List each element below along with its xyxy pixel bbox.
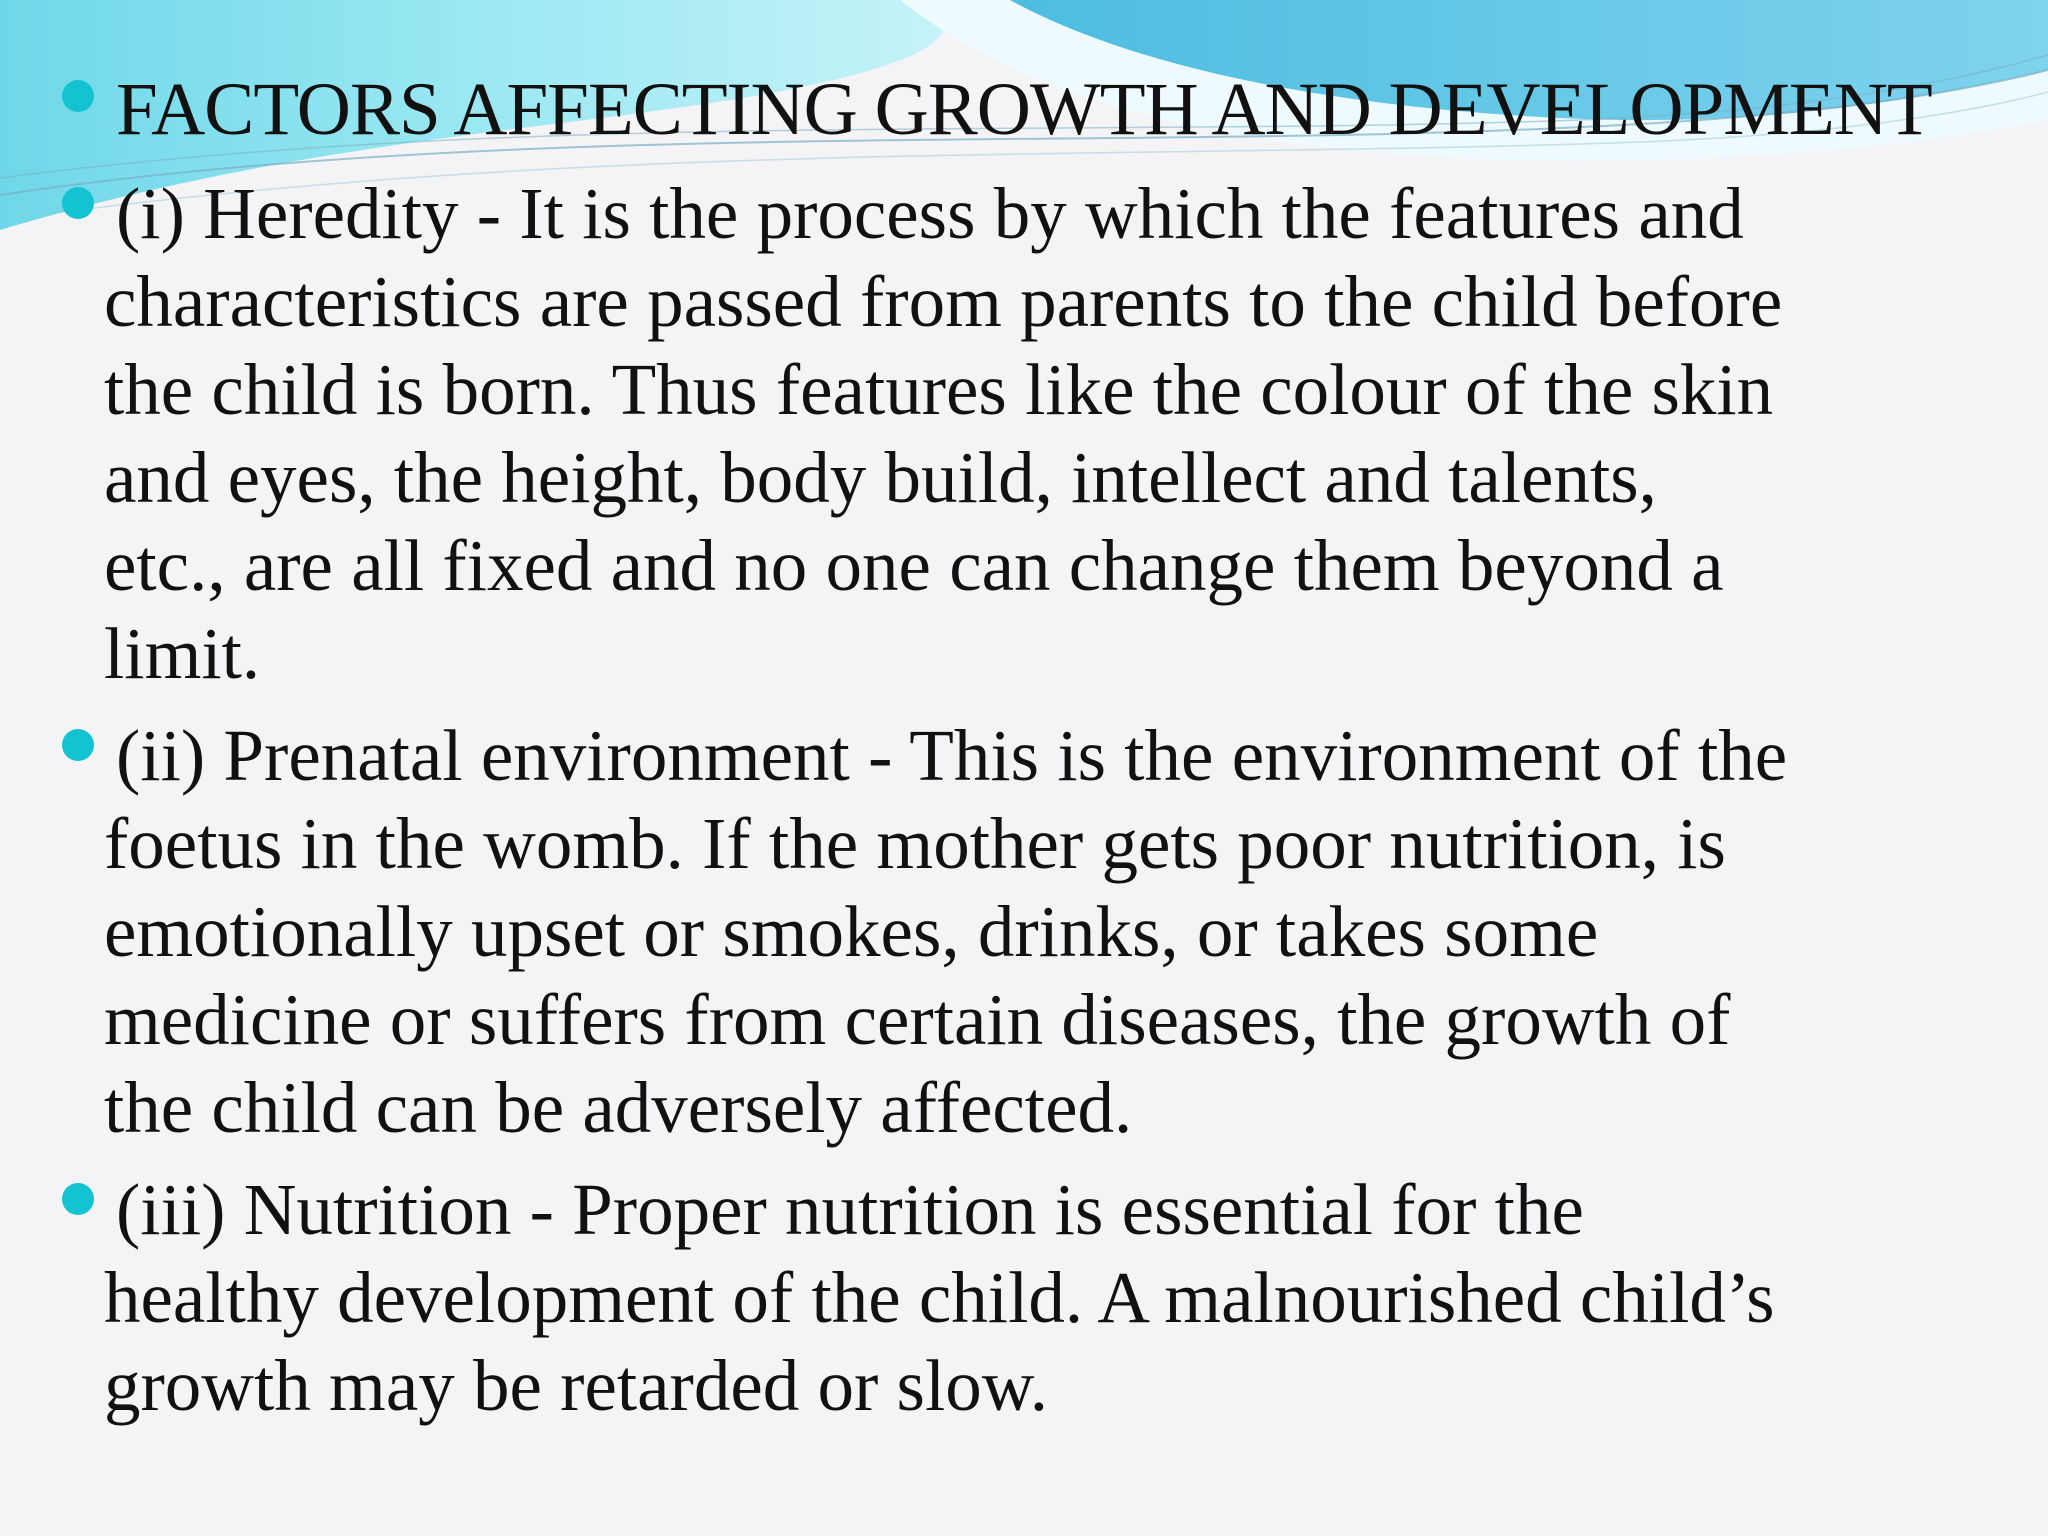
text-line: etc., are all fixed and no one can change them beyond a — [104, 525, 1724, 606]
bullet-heredity — [58, 170, 2003, 698]
text-line: and eyes, the height, body build, intellect and talents, — [104, 437, 1657, 518]
text-line: emotionally upset or smokes, drinks, or takes some — [104, 891, 1599, 972]
bullet-dot-icon — [62, 729, 94, 761]
text-line: healthy development of the child. A malnourished child’s — [104, 1257, 1775, 1338]
text-line: limit. — [104, 613, 261, 694]
bullet-dot-icon — [62, 1183, 94, 1215]
text-line: growth may be retarded or slow. — [104, 1345, 1048, 1426]
text-line: (iii) Nutrition - Proper nutrition is essential for the — [116, 1169, 1584, 1250]
text-line: medicine or suffers from certain diseases, the growth of — [104, 979, 1731, 1060]
text-line: the child is born. Thus features like the colour of the skin — [104, 349, 1774, 430]
text-line: characteristics are passed from parents to the child before — [104, 261, 1783, 342]
bullet-text — [104, 170, 2003, 698]
slide-title-row — [58, 62, 2003, 158]
bullet-text — [104, 1166, 2003, 1430]
text-line: (ii) Prenatal environment - This is the environment of the — [116, 715, 1788, 796]
bullet-nutrition — [58, 1166, 2003, 1430]
bullet-text — [104, 712, 2003, 1152]
text-line: the child can be adversely affected. — [104, 1067, 1133, 1148]
text-line: foetus in the womb. If the mother gets poor nutrition, is — [104, 803, 1726, 884]
bullet-prenatal-environment — [58, 712, 2003, 1152]
slide-content — [58, 62, 2003, 1444]
bullet-dot-icon — [62, 187, 94, 219]
text-line: (i) Heredity - It is the process by which the features and — [116, 173, 1744, 254]
slide-title: FACTORS AFFECTING GROWTH AND DEVELOPMENT — [116, 68, 1932, 151]
bullet-dot-icon — [62, 80, 94, 112]
